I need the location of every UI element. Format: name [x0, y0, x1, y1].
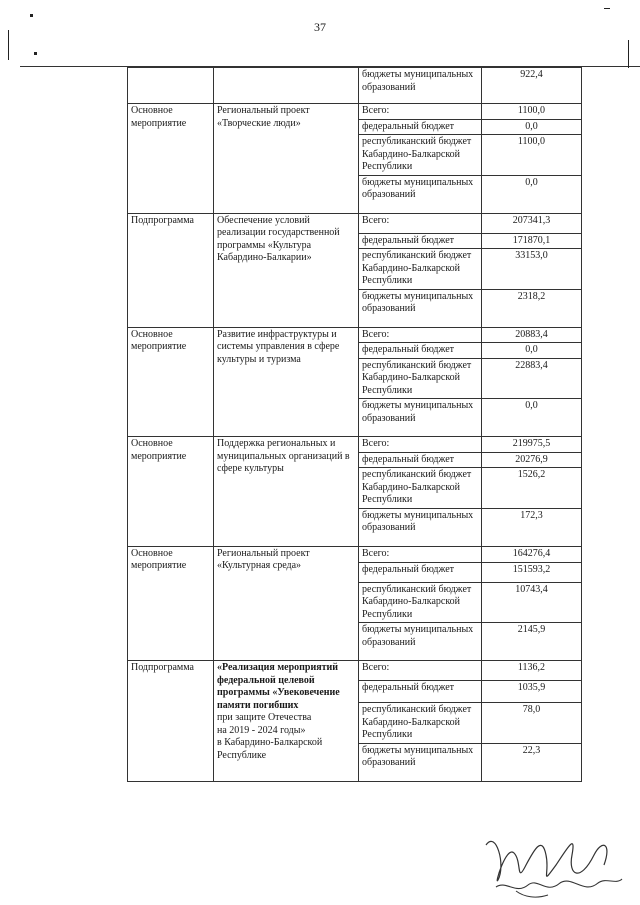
amount-cell: 20883,4	[482, 327, 582, 343]
amount-cell: 0,0	[482, 343, 582, 359]
source-cell: бюджеты муниципальных образований	[359, 399, 482, 437]
amount-cell: 1526,2	[482, 468, 582, 509]
source-cell: федеральный бюджет	[359, 119, 482, 135]
source-cell: республиканский бюджет Кабардино-Балкарской Республики	[359, 249, 482, 290]
name-cell	[214, 661, 359, 782]
kind-cell: Подпрограмма	[128, 213, 214, 327]
amount-cell: 0,0	[482, 175, 582, 213]
handwritten-signature	[476, 825, 626, 901]
source-cell: бюджеты муниципальных образований	[359, 289, 482, 327]
amount-cell: 22883,4	[482, 358, 582, 399]
kind-cell: Основное мероприятие	[128, 546, 214, 661]
page-number: 37	[314, 20, 326, 34]
kind-cell: Основное мероприятие	[128, 104, 214, 214]
amount-cell: 172,3	[482, 508, 582, 546]
name-cell	[214, 68, 359, 104]
source-cell: Всего:	[359, 437, 482, 453]
kind-cell	[128, 68, 214, 104]
source-cell: Всего:	[359, 546, 482, 562]
name-cell: Поддержка региональных и муниципальных организаций в сфере культуры	[214, 437, 359, 547]
source-cell: федеральный бюджет	[359, 562, 482, 582]
amount-cell: 171870,1	[482, 233, 582, 249]
table-row	[128, 661, 582, 681]
name-line: федеральной целевой	[217, 674, 315, 686]
source-cell: республиканский бюджет Кабардино-Балкарской Республики	[359, 703, 482, 744]
amount-cell: 33153,0	[482, 249, 582, 290]
source-cell: республиканский бюджет Кабардино-Балкарской Республики	[359, 135, 482, 176]
kind-cell: Основное мероприятие	[128, 327, 214, 437]
table-row	[128, 437, 582, 453]
amount-cell: 1100,0	[482, 104, 582, 120]
kind-cell: Основное мероприятие	[128, 437, 214, 547]
source-cell: Всего:	[359, 213, 482, 233]
source-cell: республиканский бюджет Кабардино-Балкарской Республики	[359, 468, 482, 509]
amount-cell: 20276,9	[482, 452, 582, 468]
amount-cell: 1035,9	[482, 681, 582, 703]
amount-cell: 922,4	[482, 68, 582, 104]
amount-cell: 78,0	[482, 703, 582, 744]
source-cell: Всего:	[359, 661, 482, 681]
source-cell: федеральный бюджет	[359, 343, 482, 359]
margin-mark	[30, 14, 33, 17]
amount-cell: 1136,2	[482, 661, 582, 681]
source-cell: бюджеты муниципальных образований	[359, 175, 482, 213]
amount-cell: 219975,5	[482, 437, 582, 453]
name-line: в Кабардино-Балкарской	[217, 737, 323, 748]
source-cell: федеральный бюджет	[359, 452, 482, 468]
margin-mark	[628, 40, 629, 68]
amount-cell: 10743,4	[482, 582, 582, 623]
amount-cell: 164276,4	[482, 546, 582, 562]
source-cell: республиканский бюджет Кабардино-Балкарской Республики	[359, 582, 482, 623]
amount-cell: 0,0	[482, 399, 582, 437]
name-cell: Развитие инфраструктуры и системы управления в сфере культуры и туризма	[214, 327, 359, 437]
table-row	[128, 213, 582, 233]
margin-mark	[604, 8, 610, 9]
amount-cell: 0,0	[482, 119, 582, 135]
source-cell: федеральный бюджет	[359, 681, 482, 703]
amount-cell: 1100,0	[482, 135, 582, 176]
name-line: при защите Отечества	[217, 712, 312, 723]
name-line: «Реализация мероприятий	[217, 662, 339, 673]
source-cell: бюджеты муниципальных образований	[359, 68, 482, 104]
name-line: памяти погибших	[217, 699, 299, 711]
name-line: Республике	[217, 749, 267, 761]
name-line: на 2019 - 2024 годы»	[217, 724, 306, 736]
name-cell: Региональный проект «Культурная среда»	[214, 546, 359, 661]
source-cell: Всего:	[359, 327, 482, 343]
name-line: программы «Увековечение	[217, 687, 340, 698]
source-cell: Всего:	[359, 104, 482, 120]
margin-mark	[34, 52, 37, 55]
source-cell: бюджеты муниципальных образований	[359, 623, 482, 661]
amount-cell: 2318,2	[482, 289, 582, 327]
source-cell: федеральный бюджет	[359, 233, 482, 249]
margin-mark	[8, 30, 9, 60]
table-row	[128, 68, 582, 104]
table-row	[128, 327, 582, 343]
amount-cell: 2145,9	[482, 623, 582, 661]
name-cell: Обеспечение условий реализации государственной программы «Культура Кабардино-Балкарии»	[214, 213, 359, 327]
source-cell: республиканский бюджет Кабардино-Балкарской Республики	[359, 358, 482, 399]
amount-cell: 151593,2	[482, 562, 582, 582]
amount-cell: 207341,3	[482, 213, 582, 233]
table-row	[128, 104, 582, 120]
name-cell: Региональный проект «Творческие люди»	[214, 104, 359, 214]
source-cell: бюджеты муниципальных образований	[359, 743, 482, 781]
source-cell: бюджеты муниципальных образований	[359, 508, 482, 546]
amount-cell: 22,3	[482, 743, 582, 781]
budget-table	[127, 67, 582, 782]
kind-cell: Подпрограмма	[128, 661, 214, 782]
table-row	[128, 546, 582, 562]
